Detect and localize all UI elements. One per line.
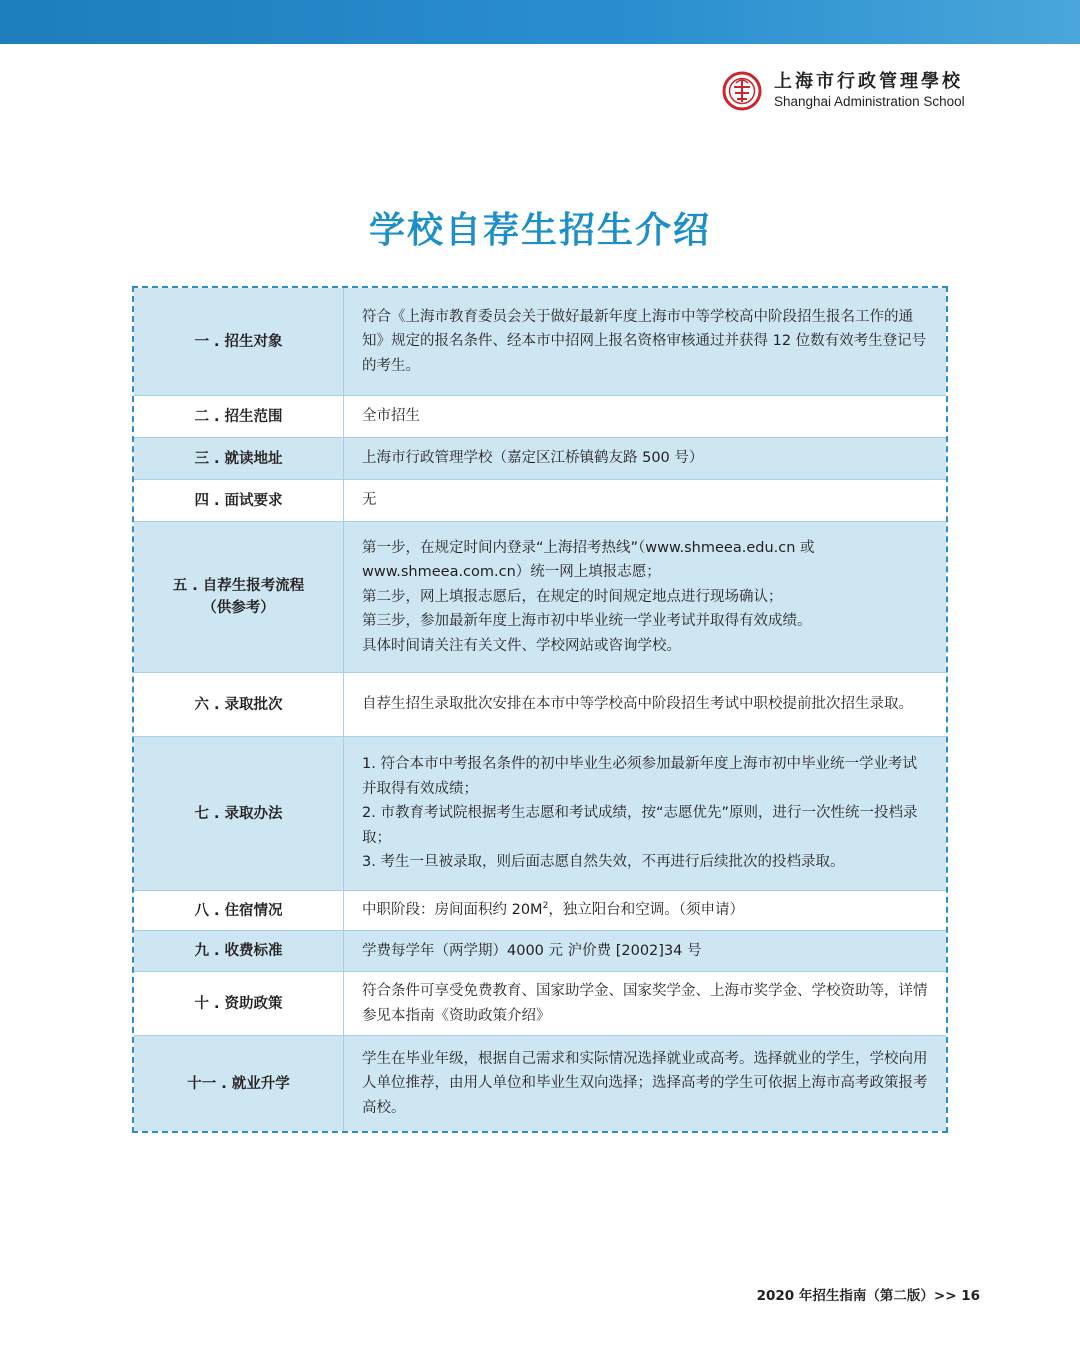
row-label: 六 . 录取批次 xyxy=(134,673,344,736)
row-label: 十一 . 就业升学 xyxy=(134,1036,344,1131)
table-row xyxy=(134,1035,946,1131)
school-logo xyxy=(722,68,982,114)
table-row xyxy=(134,521,946,672)
school-name-en: Shanghai Administration School xyxy=(774,94,965,109)
table-row xyxy=(134,288,946,395)
table-row xyxy=(134,437,946,479)
row-label: 十 . 资助政策 xyxy=(134,972,344,1035)
row-label: 七 . 录取办法 xyxy=(134,737,344,890)
row-content: 学费每学年（两学期）4000 元 沪价费 [2002]34 号 xyxy=(362,942,702,959)
row-content: 无 xyxy=(362,492,377,509)
row-label: 三 . 就读地址 xyxy=(134,438,344,479)
row-label: 八 . 住宿情况 xyxy=(134,891,344,930)
table-row xyxy=(134,736,946,890)
school-emblem-icon xyxy=(722,71,762,111)
row-content: 中职阶段：房间面积约 $20M^2$，独立阳台和空调。（须申请） xyxy=(362,901,745,919)
row-content: 符合条件可享受免费教育、国家助学金、国家奖学金、上海市奖学金、学校资助等，详情参见本指南《资助政策介绍》 xyxy=(362,983,928,1024)
table-row xyxy=(134,890,946,930)
enrollment-info-table xyxy=(132,286,948,1133)
table-row xyxy=(134,479,946,521)
row-content: 自荐生招生录取批次安排在本市中等学校高中阶段招生考试中职校提前批次招生录取。 xyxy=(362,696,913,713)
row-label: 九 . 收费标准 xyxy=(134,931,344,971)
top-color-bar xyxy=(0,0,1080,44)
row-content: 符合《上海市教育委员会关于做好最新年度上海市中等学校高中阶段招生报名工作的通知》规定的报名条件、经本市中招网上报名资格审核通过并获得 12 位数有效考生登记号的考生。 xyxy=(362,308,927,374)
table-row xyxy=(134,395,946,437)
table-row xyxy=(134,930,946,971)
row-label: 四 . 面试要求 xyxy=(134,480,344,521)
row-content: 1. 符合本市中考报名条件的初中毕业生必须参加最新年度上海市初中毕业统一学业考试并取得有效成绩； 2. 市教育考试院根据考生志愿和考试成绩，按“志愿优先”原则，进行一次性统一投档录取； 3. 考生一旦被录取，则后面志愿自然失效，不再进行后续批次的投档录取。 xyxy=(362,756,918,871)
row-label: 二 . 招生范围 xyxy=(134,396,344,437)
page-title: 学校自荐生招生介绍 xyxy=(368,209,711,251)
row-label: 一 . 招生对象 xyxy=(134,288,344,395)
row-content: 学生在毕业年级，根据自己需求和实际情况选择就业或高考。选择就业的学生，学校向用人单位推荐，由用人单位和毕业生双向选择；选择高考的学生可依据上海市高考政策报考高校。 xyxy=(362,1050,928,1116)
row-label: 五 . 自荐生报考流程 （供参考） xyxy=(134,522,344,672)
row-content: 第一步，在规定时间内登录“上海招考热线”（www.shmeea.edu.cn 或 www.shmeea.com.cn）统一网上填报志愿； 第二步，网上填报志愿后，在规定的时间规定地点进行现场确认； 第三步，参加最新年度上海市初中毕业统一学业考试并取得有效成绩。 具体时间请关注有关文件、学校网站或咨询学校。 xyxy=(362,539,815,654)
table-row xyxy=(134,672,946,736)
page-footer: 2020 年招生指南（第二版）>> 16 xyxy=(756,1288,980,1304)
row-content: 上海市行政管理学校（嘉定区江桥镇鹤友路 500 号） xyxy=(362,450,704,467)
school-name-cn: 上海市行政管理學校 xyxy=(774,71,963,92)
table-row xyxy=(134,971,946,1035)
row-content: 全市招生 xyxy=(362,408,420,425)
